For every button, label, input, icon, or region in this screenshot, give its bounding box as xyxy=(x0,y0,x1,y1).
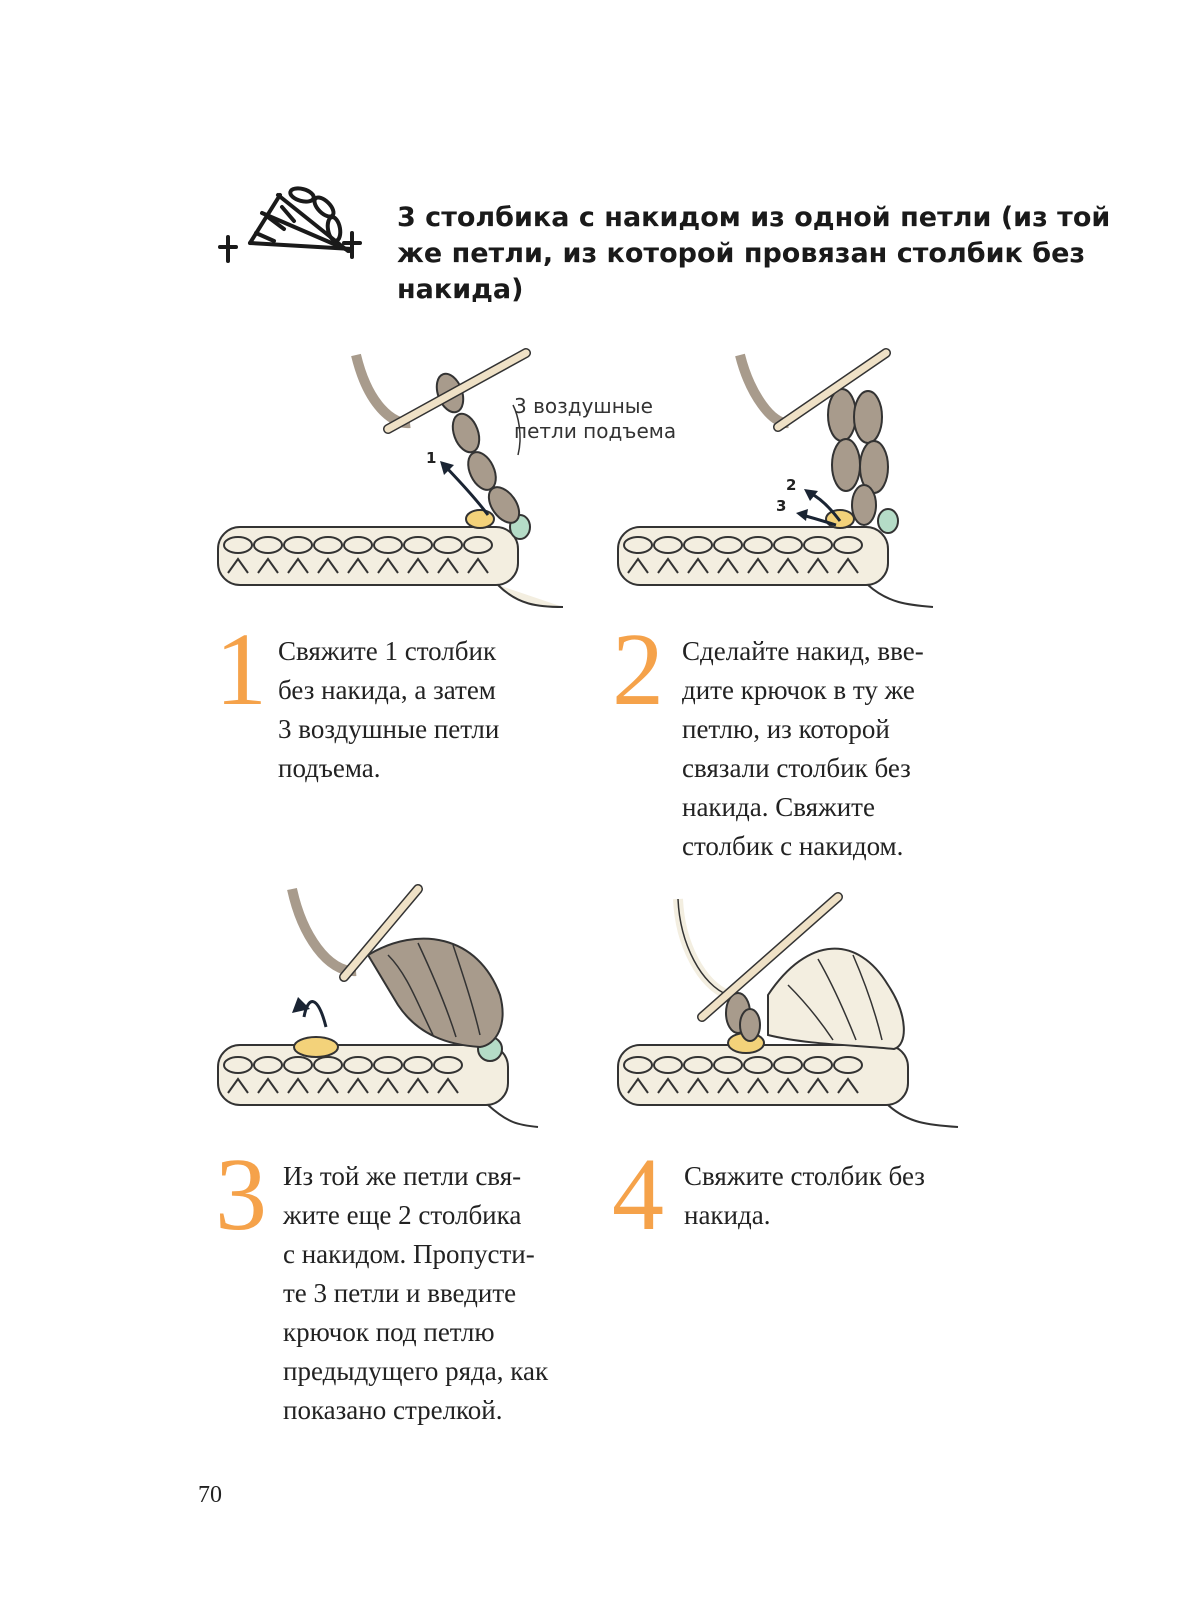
step-number-1: 1 xyxy=(215,612,267,727)
step-text-3: Из той же петли свя- жите еще 2 столбика с накидом. Пропусти- те 3 петли и введите крючок под петлю предыдущего ряда, как показано стрелкой. xyxy=(283,1161,549,1425)
chain-stitches xyxy=(828,389,888,525)
yarn-strand xyxy=(292,889,356,971)
arrow-label-1: 1 xyxy=(426,449,437,467)
step-number-3: 3 xyxy=(215,1137,267,1252)
insert-arrow-icon xyxy=(304,1002,326,1027)
step-text-1: Свяжите 1 столбик без накида, а затем 3 воздушные петли подъема. xyxy=(278,636,500,783)
step-4 xyxy=(612,1137,972,1252)
arrow-label-2: 2 xyxy=(786,476,797,494)
target-loop xyxy=(294,1037,338,1057)
step-1 xyxy=(215,612,575,790)
arrow-2-icon xyxy=(810,493,840,521)
page-number: 70 xyxy=(198,1482,222,1508)
yarn-tail xyxy=(868,585,933,607)
yarn-strand xyxy=(740,355,788,423)
callout-line-2: петли подъема xyxy=(514,419,677,443)
step-number-4: 4 xyxy=(612,1137,664,1252)
base-row xyxy=(618,527,888,585)
base-row xyxy=(218,527,518,585)
yarn-tail xyxy=(488,1105,538,1127)
yarn-tail xyxy=(888,1105,958,1127)
yarn-strand xyxy=(678,899,728,995)
arrow-label-3: 3 xyxy=(776,497,787,515)
illustration-step-2 xyxy=(618,345,948,615)
step-text-2: Сделайте накид, вве- дите крючок в ту же петлю, из которой связали столбик без накида. Свяжите столбик с накидом. xyxy=(682,636,924,861)
illustration-step-4 xyxy=(618,885,968,1145)
yarn-tail xyxy=(498,585,563,607)
step-2 xyxy=(612,612,972,870)
step-number-2: 2 xyxy=(612,612,664,727)
illustration-step-3 xyxy=(218,885,558,1145)
step-text-4: Свяжите столбик без накида. xyxy=(684,1161,925,1230)
callout-line-1: 3 воздушные xyxy=(514,394,653,418)
illustration-step-1 xyxy=(218,345,677,615)
base-row xyxy=(618,1045,908,1105)
marker-loop xyxy=(878,509,898,533)
title-block xyxy=(220,185,1120,315)
step-3 xyxy=(215,1137,595,1435)
yarn-strand xyxy=(356,355,410,423)
stitch-cluster xyxy=(768,949,904,1049)
crochet-chart-symbol-icon xyxy=(220,185,370,285)
page-title: 3 столбика с накидом из одной петли (из той же петли, из которой провязан столбик без накида) xyxy=(397,202,1111,305)
working-stitch xyxy=(726,993,760,1041)
base-row xyxy=(218,1045,508,1105)
target-loop xyxy=(466,510,494,528)
